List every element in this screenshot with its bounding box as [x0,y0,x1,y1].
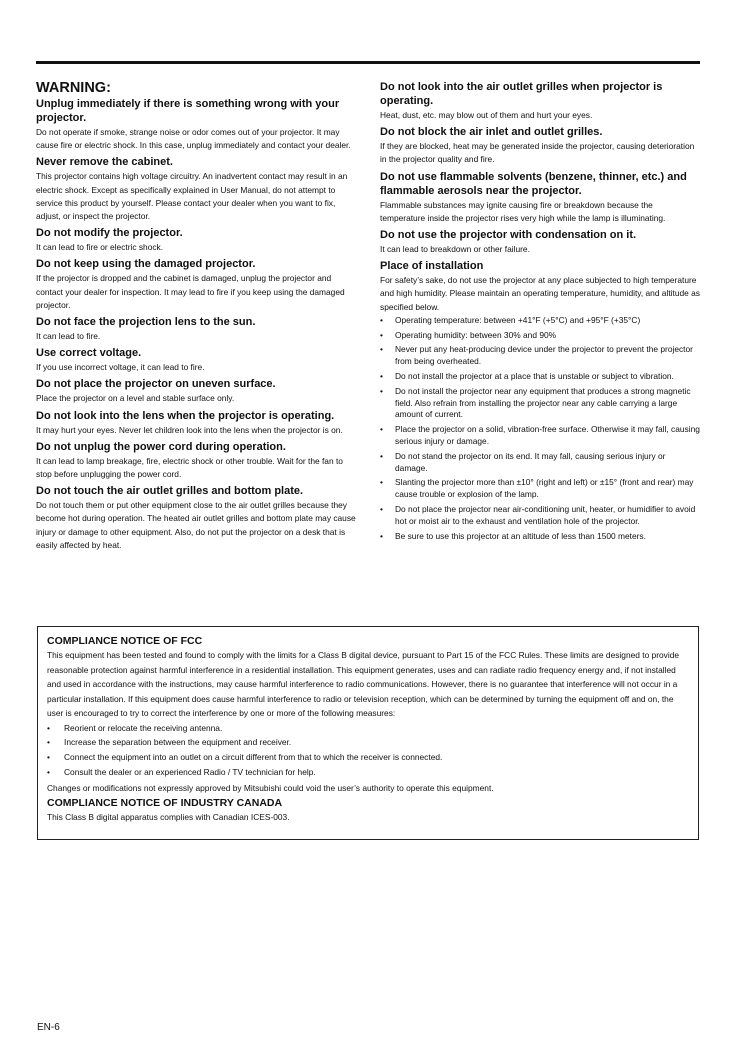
warning-section [380,125,700,166]
warning-section [36,155,358,223]
bullet-text: Increase the separation between the equipment and receiver. [64,737,292,748]
bullet-item [380,451,700,475]
right-sections [380,80,700,256]
section-body: Place the projector on a level and stable surface only. [36,393,235,404]
fcc-body: This equipment has been tested and found to comply with the limits for a Class B digital device, pursuant to Part 15 of the FCC Rules. These limits are designed to provide reasonable protection against harmful interference in a residential installation. This equipment generates, uses and can radiate radio frequency energy and, if not installed and used in accordance with the instructions, may cause harmful interference to radio communications. However, there is no guarantee that interference will not occur in a particular installation. If this equipment does cause harmful interference to radio or television reception, which can be determined by turning the equipment off and on, the user is encouraged to try to correct the interference by one or more of the following measures: [47,650,680,718]
bullet-text: Place the projector on a solid, vibration-free surface. Otherwise it may fall, causing serious injury or damage. [395,424,700,446]
bullet-item [380,477,700,501]
warning-section [36,97,358,152]
section-body: If you use incorrect voltage, it can lead to fire. [36,362,205,373]
bullet-text: Operating temperature: between +41°F (+5°C) and +95°F (+35°C) [395,314,641,325]
bullet-icon: • [380,450,383,461]
compliance-notice-box [37,626,699,840]
bullet-text: Be sure to use this projector at an altitude of less than 1500 meters. [395,530,646,541]
section-title: Do not use the projector with condensation on it. [380,229,637,242]
canada-body: This Class B digital apparatus complies with Canadian ICES-003. [47,812,290,823]
bullet-text: Consult the dealer or an experienced Radio / TV technician for help. [64,766,316,777]
bullet-text: Connect the equipment into an outlet on a circuit different from that to which the receiver is connected. [64,752,443,763]
section-title: Do not face the projection lens to the sun. [36,316,256,329]
bullet-icon: • [47,722,50,733]
section-title: Do not block the air inlet and outlet grilles. [380,126,603,139]
section-title: Do not look into the lens when the projector is operating. [36,409,335,422]
left-sections [36,97,358,552]
bullet-item [380,344,700,368]
section-body: It can lead to lamp breakage, fire, electric shock or other trouble. Wait for the fan to stop before unplugging the power cord. [36,455,343,480]
warning-section [380,170,700,225]
warning-heading: WARNING: [36,80,111,96]
section-body: If the projector is dropped and the cabinet is damaged, unplug the projector and contact your dealer for inspection. It may lead to fire if you keep using the damaged projector. [36,273,345,310]
section-title: Do not unplug the power cord during operation. [36,440,286,453]
installation-title: Place of installation [380,260,484,273]
installation-intro: For safety’s sake, do not use the projector at any place subjected to high temperature and high humidity. Please maintain an operating temperature, humidity, and altitude as specified below. [380,275,700,312]
bullet-icon: • [380,329,383,340]
bullet-text: Do not install the projector at a place that is unstable or subject to vibration. [395,371,674,382]
section-title: Do not use flammable solvents (benzene, thinner, etc.) and flammable aerosols near the projector. [380,170,687,197]
warning-section [380,80,700,122]
section-body: It can lead to breakdown or other failure. [380,244,530,255]
warning-section [380,228,700,256]
bullet-text: Do not stand the projector on its end. It may fall, causing serious injury or damage. [395,450,666,473]
section-body: It may hurt your eyes. Never let children look into the lens when the projector is on. [36,424,343,435]
section-title: Do not keep using the damaged projector. [36,258,256,271]
section-title: Use correct voltage. [36,347,142,360]
bullet-icon: • [380,314,383,325]
section-title: Do not modify the projector. [36,227,183,240]
canada-title: COMPLIANCE NOTICE OF INDUSTRY CANADA [47,797,283,810]
section-body: Do not operate if smoke, strange noise or odor comes out of your projector. It may cause fire or electric shock. In this case, unplug immediately and contact your dealer. [36,127,351,151]
bullet-item [380,504,700,528]
right-column [380,80,700,545]
bullet-item [47,736,688,749]
section-title: Unplug immediately if there is something wrong with your projector. [36,98,340,124]
installation-section [380,259,700,542]
bullet-icon: • [47,737,50,748]
bullet-icon: • [380,530,383,541]
warning-section [36,484,358,552]
bullet-item [380,531,700,543]
section-body: This projector contains high voltage circuitry. An inadvertent contact may result in an electric shock. Except as specifically explained in User Manual, do not attempt to service this product by yourself. Please contact your dealer when you want to fix, adjust, or inspect the projector. [36,171,348,222]
bullet-text: Slanting the projector more than ±10° (right and left) or ±15° (front and rear) may cause trouble or explosion of the lamp. [395,477,694,500]
bullet-text: Do not place the projector near air-conditioning unit, heater, or humidifier to avoid hot or moist air to the exhaust and ventilation hole of the projector. [395,503,696,526]
bullet-item [380,424,700,448]
section-title: Do not touch the air outlet grilles and bottom plate. [36,485,304,498]
bullet-icon: • [380,371,383,382]
section-body: If they are blocked, heat may be generated inside the projector, causing deterioration in the projector quality and fire. [380,141,695,165]
bullet-icon: • [47,752,50,763]
section-title: Do not look into the air outlet grilles when projector is operating. [380,81,663,107]
left-column [36,80,358,555]
bullet-icon: • [380,424,383,435]
warning-section [36,226,358,254]
page-number: EN-6 [37,1022,60,1033]
section-body: It can lead to fire. [36,331,101,342]
section-title: Never remove the cabinet. [36,156,173,169]
bullet-text: Reorient or relocate the receiving antenna. [64,722,223,733]
bullet-item [380,371,700,383]
warning-section [36,257,358,312]
bullet-text: Never put any heat-producing device under the projector to prevent the projector from being overheated. [395,344,693,367]
section-body: Do not touch them or put other equipment close to the air outlet grilles because they become hot during operation. The heated air outlet grilles and bottom plate may cause injury or damage to other equipment. Also, do not put the projector on a desk that is easily affected by heat. [36,500,356,550]
bullet-item [47,722,688,735]
top-rule [36,61,700,64]
bullet-text: Do not install the projector near any equipment that produces a strong magnetic field. Also refrain from installing the projector near any cable carrying a large amount of current. [395,385,691,420]
warning-section [36,440,358,481]
bullet-icon: • [380,344,383,355]
warning-section [36,346,358,374]
section-body: It can lead to fire or electric shock. [36,242,164,253]
warning-section [36,377,358,405]
installation-bullet-list [380,315,700,543]
warning-section [36,315,358,343]
section-body: Heat, dust, etc. may blow out of them and hurt your eyes. [380,110,593,120]
bullet-item [380,386,700,421]
bullet-item [47,751,688,764]
section-body: Flammable substances may ignite causing fire or breakdown because the temperature inside the projector rises very high while the lamp is illuminating. [380,199,666,223]
bullet-icon: • [47,766,50,777]
fcc-title: COMPLIANCE NOTICE OF FCC [47,635,203,647]
bullet-item [47,766,688,779]
bullet-icon: • [380,503,383,514]
section-title: Do not place the projector on uneven surface. [36,378,276,391]
bullet-icon: • [380,385,383,396]
warning-section [36,409,358,437]
bullet-text: Operating humidity: between 30% and 90% [395,329,557,340]
bullet-item [380,330,700,342]
bullet-icon: • [380,477,383,488]
fcc-bullet-list [47,722,688,779]
fcc-footer: Changes or modifications not expressly approved by Mitsubishi could void the user’s authority to operate this equipment. [47,782,494,793]
bullet-item [380,315,700,327]
